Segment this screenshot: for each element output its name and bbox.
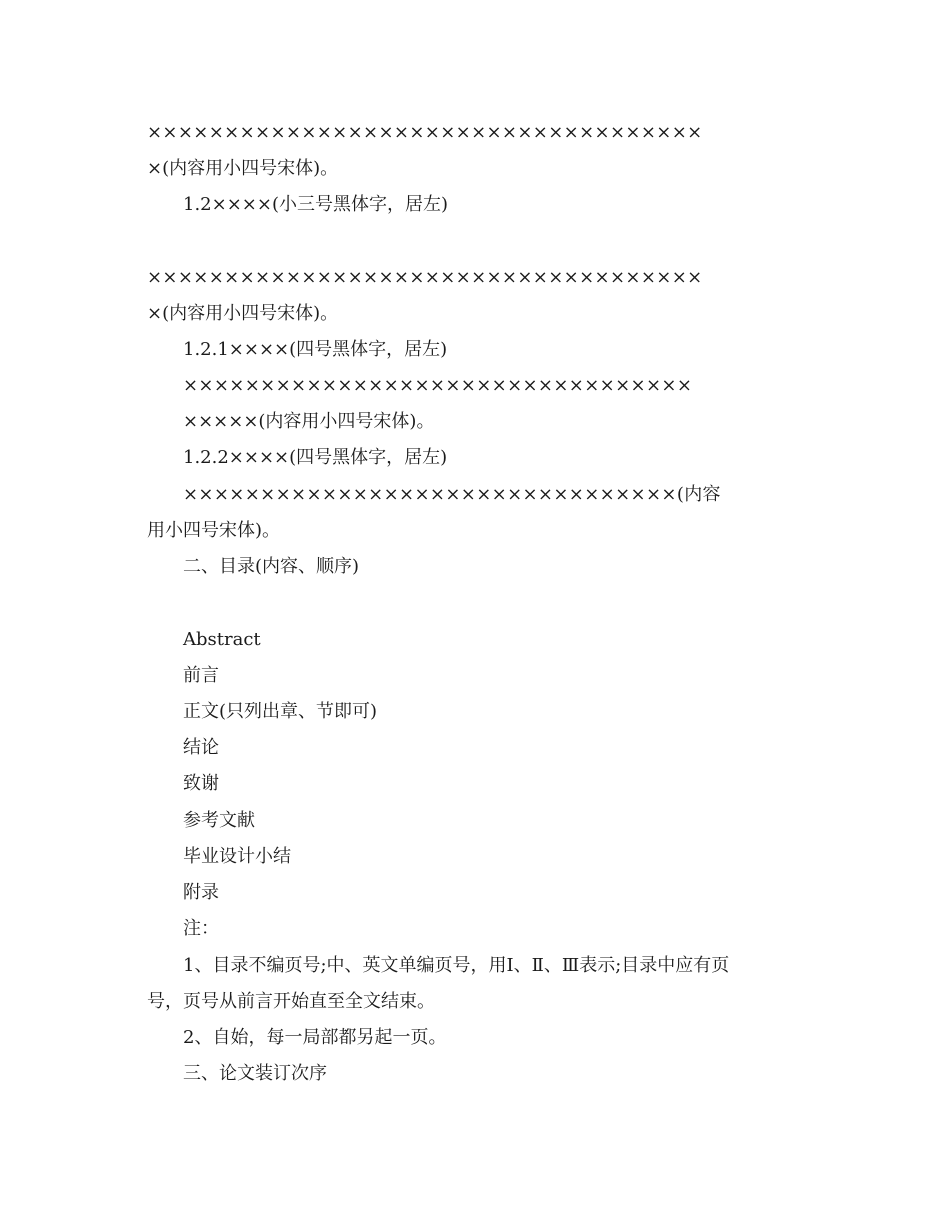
note-text-line: 号，页号从前言开始直至全文结束。	[147, 991, 435, 1012]
section-heading-1-2-1: 1.2.1××××(四号黑体字，居左)	[183, 339, 448, 360]
body-text-line: ×××××(内容用小四号宋体)。	[183, 411, 435, 432]
toc-item: 附录	[183, 882, 219, 903]
section-heading-1-2: 1.2××××(小三号黑体字，居左)	[183, 194, 448, 215]
note-text-line: 2、自始，每一局部都另起一页。	[183, 1027, 447, 1048]
toc-item: 毕业设计小结	[183, 846, 291, 867]
body-text-line: ××××××××××××××××××××××××××××××××××××	[147, 122, 703, 143]
body-text-line: ×(内容用小四号宋体)。	[147, 303, 339, 324]
body-text-line: 用小四号宋体)。	[147, 520, 281, 541]
note-label: 注：	[183, 918, 219, 939]
body-text-line: ××××××××××××××××××××××××××××××××××××	[147, 267, 703, 288]
toc-item: 正文(只列出章、节即可)	[183, 701, 378, 722]
toc-item: 致谢	[183, 773, 219, 794]
body-text-line: ×(内容用小四号宋体)。	[147, 158, 339, 179]
toc-item: 结论	[183, 737, 219, 758]
toc-item: 前言	[183, 665, 219, 686]
note-text-line: 1、目录不编页号;中、英文单编页号，用Ⅰ、Ⅱ、Ⅲ表示;目录中应有页	[183, 955, 730, 976]
section-heading-1-2-2: 1.2.2××××(四号黑体字，居左)	[183, 447, 448, 468]
toc-item: 参考文献	[183, 810, 255, 831]
section-heading-binding-order: 三、论文装订次序	[183, 1063, 327, 1084]
body-text-line: ××××××××××××××××××××××××××××××××(内容	[183, 484, 721, 505]
section-heading-toc: 二、目录(内容、顺序)	[183, 556, 360, 577]
toc-item: Abstract	[183, 629, 261, 650]
body-text-line: ×××××××××××××××××××××××××××××××××	[183, 375, 693, 396]
